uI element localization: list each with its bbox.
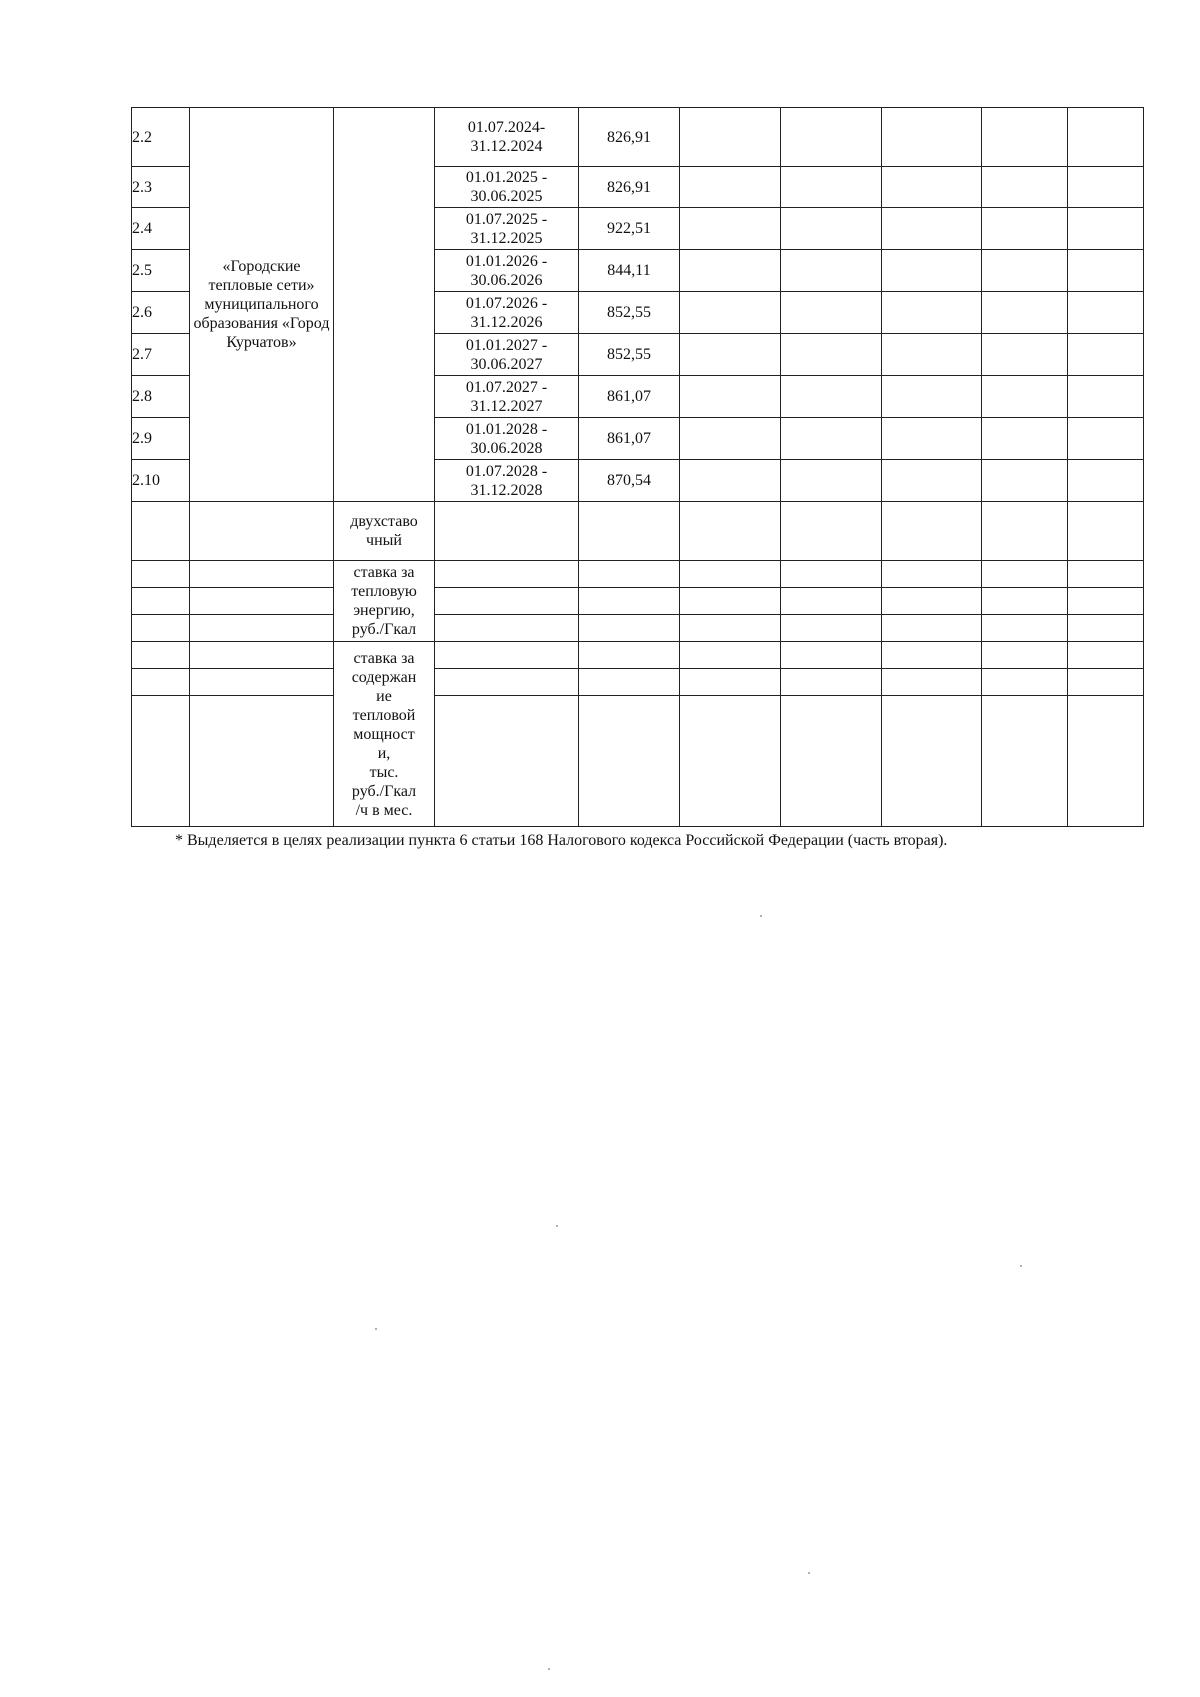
tariff-table bbox=[131, 107, 1144, 827]
tariff-value: 922,51 bbox=[579, 208, 680, 250]
period-cell: 01.01.2028 - 30.06.2028 bbox=[435, 418, 579, 460]
tariff-value: 826,91 bbox=[579, 108, 680, 167]
period-cell: 01.07.2028 - 31.12.2028 bbox=[435, 460, 579, 502]
table-row bbox=[132, 642, 1144, 669]
scan-speck bbox=[375, 1328, 377, 1330]
table-row bbox=[132, 696, 1144, 827]
row-number: 2.10 bbox=[132, 460, 190, 502]
tariff-value: 826,91 bbox=[579, 167, 680, 208]
organization-name: «Городские тепловые сети» муниципального образования «Город Курчатов» bbox=[190, 108, 334, 502]
scan-speck bbox=[760, 915, 762, 917]
two-part-tariff-label: двухставо чный bbox=[334, 502, 435, 561]
period-cell: 01.01.2027 - 30.06.2027 bbox=[435, 334, 579, 376]
period-cell: 01.07.2025 - 31.12.2025 bbox=[435, 208, 579, 250]
row-number: 2.7 bbox=[132, 334, 190, 376]
table-row bbox=[132, 561, 1144, 588]
tariff-value: 852,55 bbox=[579, 292, 680, 334]
period-cell: 01.01.2025 - 30.06.2025 bbox=[435, 167, 579, 208]
period-cell: 01.01.2026 - 30.06.2026 bbox=[435, 250, 579, 292]
row-number: 2.9 bbox=[132, 418, 190, 460]
table-row bbox=[132, 615, 1144, 642]
row-number: 2.3 bbox=[132, 167, 190, 208]
table-row bbox=[132, 502, 1144, 561]
scan-speck bbox=[808, 1572, 810, 1574]
scan-speck bbox=[548, 1668, 550, 1670]
tariff-value: 870,54 bbox=[579, 460, 680, 502]
tariff-value: 861,07 bbox=[579, 418, 680, 460]
row-number: 2.4 bbox=[132, 208, 190, 250]
tariff-value: 852,55 bbox=[579, 334, 680, 376]
period-cell: 01.07.2027 - 31.12.2027 bbox=[435, 376, 579, 418]
empty-cell bbox=[334, 108, 435, 502]
table-row bbox=[132, 669, 1144, 696]
scan-speck bbox=[1020, 1265, 1022, 1267]
capacity-rate-label: ставка за содержан ие тепловой мощност и, тыс. руб./Гкал /ч в мес. bbox=[334, 642, 435, 827]
table-row bbox=[132, 588, 1144, 615]
footnote: * Выделяется в целях реализации пункта 6 статьи 168 Налогового кодекса Российской Федерации (часть вторая). bbox=[175, 832, 948, 849]
row-number: 2.2 bbox=[132, 108, 190, 167]
tariff-value: 861,07 bbox=[579, 376, 680, 418]
row-number: 2.6 bbox=[132, 292, 190, 334]
period-cell: 01.07.2024- 31.12.2024 bbox=[435, 108, 579, 167]
row-number: 2.8 bbox=[132, 376, 190, 418]
tariff-value: 844,11 bbox=[579, 250, 680, 292]
scan-speck bbox=[556, 1225, 558, 1227]
period-cell: 01.07.2026 - 31.12.2026 bbox=[435, 292, 579, 334]
energy-rate-label: ставка за тепловую энергию, руб./Гкал bbox=[334, 561, 435, 642]
table-row bbox=[132, 108, 1144, 167]
row-number: 2.5 bbox=[132, 250, 190, 292]
